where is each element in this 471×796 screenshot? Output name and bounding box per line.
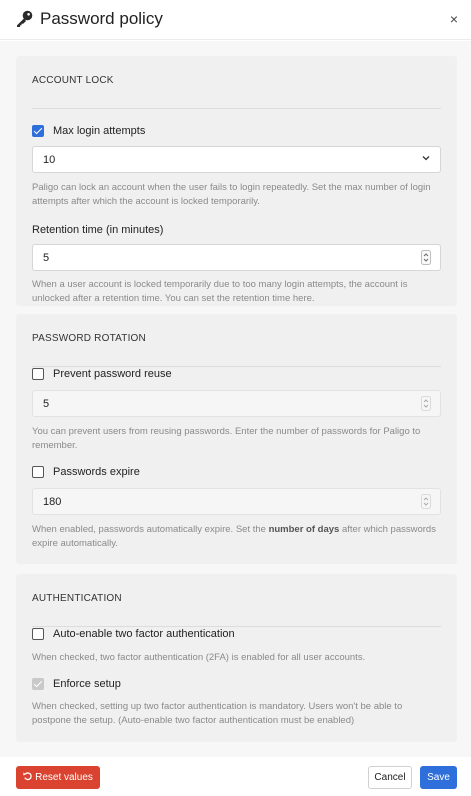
retention-time-input[interactable] <box>32 244 441 271</box>
stepper-icon[interactable] <box>421 396 431 411</box>
enforce-setup-label: Enforce setup <box>53 678 121 690</box>
retention-time-label: Retention time (in minutes) <box>32 224 164 236</box>
passwords-expire-checkbox[interactable] <box>32 466 44 478</box>
cancel-button[interactable]: Cancel <box>368 766 412 789</box>
help-text: When a user account is locked temporarily due to too many login attempts, the account is unlocked after a retention time. You can set the retention time here. <box>32 279 408 304</box>
dialog-title: Password policy <box>40 9 163 28</box>
password-rotation-section <box>16 314 457 564</box>
undo-icon <box>23 771 33 781</box>
key-icon <box>14 9 34 29</box>
authentication-section <box>16 574 457 742</box>
stepper-icon[interactable] <box>421 494 431 509</box>
section-heading: AUTHENTICATION <box>32 593 122 604</box>
save-button[interactable]: Save <box>420 766 457 789</box>
input-value: 5 <box>43 398 50 410</box>
prevent-password-reuse-label: Prevent password reuse <box>53 368 172 380</box>
reset-values-button[interactable] <box>16 766 100 789</box>
account-lock-section <box>16 56 457 306</box>
dialog-footer <box>0 757 471 796</box>
dialog-header <box>0 0 471 40</box>
max-login-attempts-select[interactable] <box>32 146 441 173</box>
stepper-icon[interactable] <box>421 250 431 265</box>
divider <box>32 626 441 627</box>
help-text: Paligo can lock an account when the user fails to login repeatedly. Set the max number of login attempts after which the account is locked temporarily. <box>32 182 431 207</box>
enforce-setup-checkbox[interactable] <box>32 678 44 690</box>
section-heading: PASSWORD ROTATION <box>32 333 146 344</box>
auto-enable-2fa-checkbox[interactable] <box>32 628 44 640</box>
divider <box>32 366 441 367</box>
help-text: When checked, two factor authentication (2FA) is enabled for all user accounts. <box>32 652 366 663</box>
auto-enable-2fa-label: Auto-enable two factor authentication <box>53 628 235 640</box>
chevron-down-icon <box>422 154 430 162</box>
input-value: 5 <box>43 252 50 264</box>
prevent-password-reuse-checkbox[interactable] <box>32 368 44 380</box>
close-icon[interactable]: × <box>449 11 458 27</box>
section-heading: ACCOUNT LOCK <box>32 75 114 86</box>
help-text: You can prevent users from reusing passwords. Enter the number of passwords for Paligo to remember. <box>32 426 421 451</box>
divider <box>32 108 441 109</box>
help-text: When checked, setting up two factor authentication is mandatory. Users won't be able to postpone the setup. (Auto-enable two factor authentication must be enabled) <box>32 701 403 726</box>
prevent-reuse-count-input[interactable] <box>32 390 441 417</box>
help-text-part: When enabled, passwords automatically expire. Set the <box>32 524 269 535</box>
select-value: 10 <box>43 154 56 166</box>
dialog-body <box>0 41 471 757</box>
input-value: 180 <box>43 496 62 508</box>
help-text <box>32 523 442 551</box>
max-login-attempts-checkbox[interactable] <box>32 125 44 137</box>
help-text-part: after which passwords expire automatically. <box>32 524 436 549</box>
passwords-expire-label: Passwords expire <box>53 466 140 478</box>
password-expire-days-input[interactable] <box>32 488 441 515</box>
max-login-attempts-label: Max login attempts <box>53 125 146 137</box>
reset-values-label: Reset values <box>35 772 93 783</box>
help-text-bold: number of days <box>268 524 340 535</box>
